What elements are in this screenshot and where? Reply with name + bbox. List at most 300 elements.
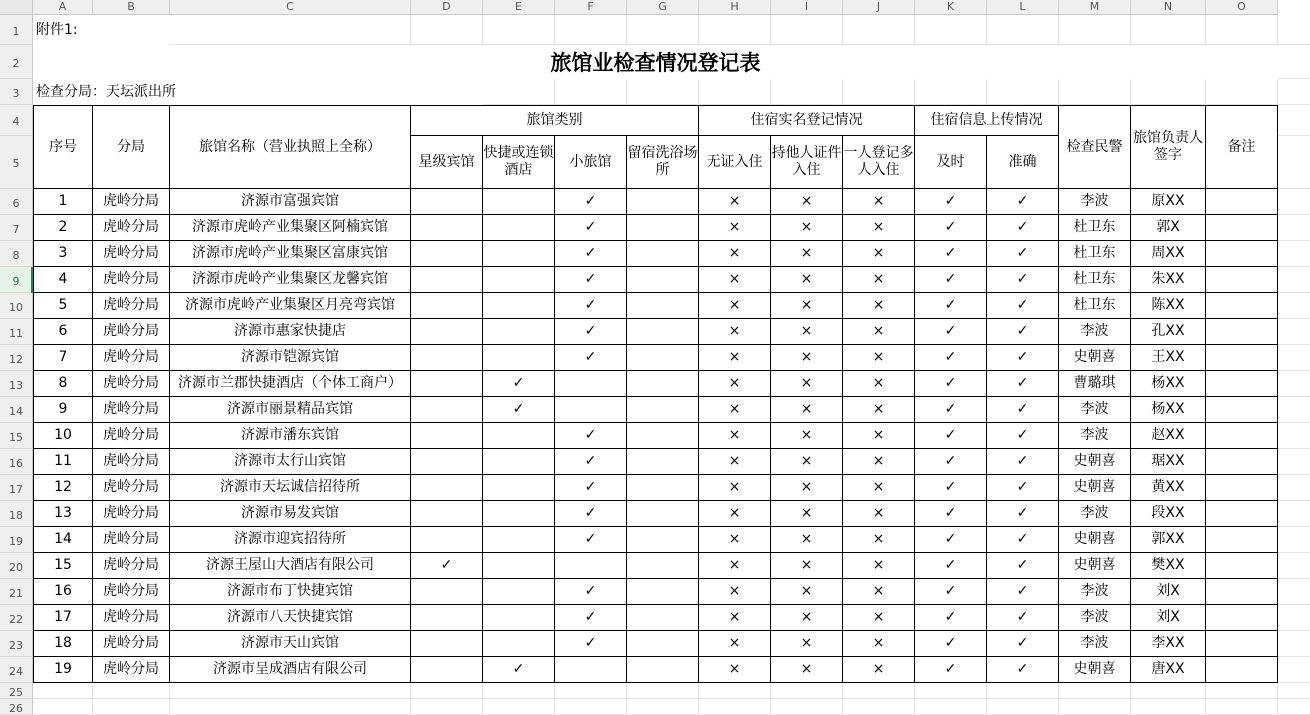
table-row-11-signer[interactable]: 琚XX [1131, 449, 1206, 475]
table-row-13-category-col-3[interactable] [411, 501, 483, 527]
table-row-15-category-col-4[interactable] [483, 553, 555, 579]
table-row-13-officer[interactable]: 李波 [1059, 501, 1131, 527]
row-header-4[interactable]: 4 [0, 105, 33, 136]
table-row-16-registration-col-9[interactable]: × [843, 579, 915, 605]
row-header-16[interactable]: 16 [0, 449, 33, 475]
row-header-22[interactable]: 22 [0, 605, 33, 631]
table-row-5-category-col-5[interactable]: ✓ [555, 293, 627, 319]
column-header-J[interactable]: J [843, 0, 915, 15]
table-row-1-upload-col-10[interactable]: ✓ [915, 189, 987, 215]
table-row-18-upload-col-10[interactable]: ✓ [915, 631, 987, 657]
header-hotel-category[interactable]: 旅馆类别 [411, 105, 699, 136]
table-row-13-upload-col-10[interactable]: ✓ [915, 501, 987, 527]
table-row-10-branch[interactable]: 虎岭分局 [93, 423, 170, 449]
table-row-16-hotel-name[interactable]: 济源市布丁快捷宾馆 [170, 579, 411, 605]
table-row-4-officer[interactable]: 杜卫东 [1059, 267, 1131, 293]
table-row-7-registration-col-7[interactable]: × [699, 345, 771, 371]
table-row-16-branch[interactable]: 虎岭分局 [93, 579, 170, 605]
table-row-12-registration-col-8[interactable]: × [771, 475, 843, 501]
table-row-10-registration-col-8[interactable]: × [771, 423, 843, 449]
row-header-25[interactable]: 25 [0, 683, 33, 699]
table-row-9-seq[interactable]: 9 [33, 397, 93, 423]
table-row-7-registration-col-9[interactable]: × [843, 345, 915, 371]
table-row-18-registration-col-7[interactable]: × [699, 631, 771, 657]
table-row-1-hotel-name[interactable]: 济源市富强宾馆 [170, 189, 411, 215]
table-row-10-seq[interactable]: 10 [33, 423, 93, 449]
table-row-19-hotel-name[interactable]: 济源市呈成酒店有限公司 [170, 657, 411, 683]
table-row-19-branch[interactable]: 虎岭分局 [93, 657, 170, 683]
table-row-14-category-col-6[interactable] [627, 527, 699, 553]
table-row-2-remark[interactable] [1206, 215, 1278, 241]
table-row-17-category-col-6[interactable] [627, 605, 699, 631]
table-row-14-category-col-4[interactable] [483, 527, 555, 553]
column-header-G[interactable]: G [627, 0, 699, 15]
table-row-17-upload-col-10[interactable]: ✓ [915, 605, 987, 631]
table-row-12-branch[interactable]: 虎岭分局 [93, 475, 170, 501]
table-row-2-registration-col-8[interactable]: × [771, 215, 843, 241]
table-row-3-registration-col-7[interactable]: × [699, 241, 771, 267]
table-row-9-registration-col-9[interactable]: × [843, 397, 915, 423]
table-row-14-category-col-5[interactable]: ✓ [555, 527, 627, 553]
table-row-3-category-col-5[interactable]: ✓ [555, 241, 627, 267]
table-row-11-registration-col-9[interactable]: × [843, 449, 915, 475]
table-row-6-officer[interactable]: 李波 [1059, 319, 1131, 345]
table-row-18-registration-col-9[interactable]: × [843, 631, 915, 657]
header-bath-place[interactable]: 留宿洗浴场所 [627, 136, 699, 189]
table-row-7-remark[interactable] [1206, 345, 1278, 371]
column-header-K[interactable]: K [915, 0, 987, 15]
table-row-12-registration-col-7[interactable]: × [699, 475, 771, 501]
header-info-upload[interactable]: 住宿信息上传情况 [915, 105, 1059, 136]
table-row-4-registration-col-9[interactable]: × [843, 267, 915, 293]
table-row-18-category-col-6[interactable] [627, 631, 699, 657]
table-row-2-category-col-3[interactable] [411, 215, 483, 241]
row-header-10[interactable]: 10 [0, 293, 33, 319]
column-header-H[interactable]: H [699, 0, 771, 15]
header-seq[interactable]: 序号 [33, 105, 93, 189]
table-row-15-remark[interactable] [1206, 553, 1278, 579]
table-row-11-remark[interactable] [1206, 449, 1278, 475]
column-header-A[interactable]: A [33, 0, 93, 15]
table-row-6-registration-col-8[interactable]: × [771, 319, 843, 345]
header-accurate[interactable]: 准确 [987, 136, 1059, 189]
table-row-14-hotel-name[interactable]: 济源市迎宾招待所 [170, 527, 411, 553]
table-row-5-category-col-6[interactable] [627, 293, 699, 319]
table-row-11-hotel-name[interactable]: 济源市太行山宾馆 [170, 449, 411, 475]
row-header-9[interactable]: 9 [0, 267, 33, 293]
table-row-12-remark[interactable] [1206, 475, 1278, 501]
table-row-10-category-col-4[interactable] [483, 423, 555, 449]
header-star-hotel[interactable]: 星级宾馆 [411, 136, 483, 189]
table-row-17-upload-col-11[interactable]: ✓ [987, 605, 1059, 631]
table-row-7-category-col-4[interactable] [483, 345, 555, 371]
table-row-7-signer[interactable]: 王XX [1131, 345, 1206, 371]
table-row-10-officer[interactable]: 李波 [1059, 423, 1131, 449]
table-row-15-registration-col-7[interactable]: × [699, 553, 771, 579]
table-row-2-branch[interactable]: 虎岭分局 [93, 215, 170, 241]
row-header-6[interactable]: 6 [0, 189, 33, 215]
table-row-3-upload-col-10[interactable]: ✓ [915, 241, 987, 267]
table-row-1-signer[interactable]: 原XX [1131, 189, 1206, 215]
table-row-7-branch[interactable]: 虎岭分局 [93, 345, 170, 371]
table-row-17-category-col-5[interactable]: ✓ [555, 605, 627, 631]
table-row-18-category-col-4[interactable] [483, 631, 555, 657]
table-row-2-category-col-6[interactable] [627, 215, 699, 241]
table-row-12-seq[interactable]: 12 [33, 475, 93, 501]
table-row-14-officer[interactable]: 史朝喜 [1059, 527, 1131, 553]
table-row-9-signer[interactable]: 杨XX [1131, 397, 1206, 423]
table-row-17-signer[interactable]: 刘X [1131, 605, 1206, 631]
table-row-6-upload-col-11[interactable]: ✓ [987, 319, 1059, 345]
table-row-14-category-col-3[interactable] [411, 527, 483, 553]
table-row-5-seq[interactable]: 5 [33, 293, 93, 319]
table-row-18-upload-col-11[interactable]: ✓ [987, 631, 1059, 657]
table-row-14-signer[interactable]: 郭XX [1131, 527, 1206, 553]
table-row-7-category-col-3[interactable] [411, 345, 483, 371]
table-row-17-registration-col-8[interactable]: × [771, 605, 843, 631]
table-row-9-upload-col-11[interactable]: ✓ [987, 397, 1059, 423]
table-row-13-category-col-6[interactable] [627, 501, 699, 527]
table-row-8-category-col-5[interactable] [555, 371, 627, 397]
table-row-8-seq[interactable]: 8 [33, 371, 93, 397]
table-row-8-upload-col-11[interactable]: ✓ [987, 371, 1059, 397]
table-row-2-seq[interactable]: 2 [33, 215, 93, 241]
table-row-9-registration-col-7[interactable]: × [699, 397, 771, 423]
table-row-13-category-col-5[interactable]: ✓ [555, 501, 627, 527]
table-row-12-category-col-4[interactable] [483, 475, 555, 501]
row-header-21[interactable]: 21 [0, 579, 33, 605]
column-header-O[interactable]: O [1206, 0, 1278, 15]
table-row-1-officer[interactable]: 李波 [1059, 189, 1131, 215]
table-row-11-category-col-4[interactable] [483, 449, 555, 475]
table-row-5-remark[interactable] [1206, 293, 1278, 319]
table-row-11-registration-col-8[interactable]: × [771, 449, 843, 475]
table-row-19-officer[interactable]: 史朝喜 [1059, 657, 1131, 683]
table-row-3-category-col-4[interactable] [483, 241, 555, 267]
table-row-2-category-col-5[interactable]: ✓ [555, 215, 627, 241]
table-row-7-officer[interactable]: 史朝喜 [1059, 345, 1131, 371]
table-row-1-branch[interactable]: 虎岭分局 [93, 189, 170, 215]
table-row-2-category-col-4[interactable] [483, 215, 555, 241]
table-row-17-category-col-4[interactable] [483, 605, 555, 631]
table-row-1-registration-col-9[interactable]: × [843, 189, 915, 215]
table-row-10-registration-col-9[interactable]: × [843, 423, 915, 449]
table-row-1-category-col-6[interactable] [627, 189, 699, 215]
table-row-5-hotel-name[interactable]: 济源市虎岭产业集聚区月亮弯宾馆 [170, 293, 411, 319]
table-row-3-remark[interactable] [1206, 241, 1278, 267]
table-row-15-upload-col-11[interactable]: ✓ [987, 553, 1059, 579]
table-row-13-hotel-name[interactable]: 济源市易发宾馆 [170, 501, 411, 527]
table-row-14-registration-col-8[interactable]: × [771, 527, 843, 553]
table-row-15-branch[interactable]: 虎岭分局 [93, 553, 170, 579]
table-row-10-upload-col-11[interactable]: ✓ [987, 423, 1059, 449]
table-row-18-remark[interactable] [1206, 631, 1278, 657]
table-row-3-hotel-name[interactable]: 济源市虎岭产业集聚区富康宾馆 [170, 241, 411, 267]
table-row-9-hotel-name[interactable]: 济源市丽景精品宾馆 [170, 397, 411, 423]
table-row-1-category-col-3[interactable] [411, 189, 483, 215]
row-header-15[interactable]: 15 [0, 423, 33, 449]
row-header-12[interactable]: 12 [0, 345, 33, 371]
header-chain-hotel[interactable]: 快捷或连锁酒店 [483, 136, 555, 189]
table-row-4-remark[interactable] [1206, 267, 1278, 293]
table-row-4-category-col-4[interactable] [483, 267, 555, 293]
table-row-9-officer[interactable]: 李波 [1059, 397, 1131, 423]
table-row-10-upload-col-10[interactable]: ✓ [915, 423, 987, 449]
table-row-5-registration-col-7[interactable]: × [699, 293, 771, 319]
column-header-C[interactable]: C [170, 0, 411, 15]
table-row-1-remark[interactable] [1206, 189, 1278, 215]
row-header-14[interactable]: 14 [0, 397, 33, 423]
table-row-2-upload-col-11[interactable]: ✓ [987, 215, 1059, 241]
table-row-8-registration-col-8[interactable]: × [771, 371, 843, 397]
table-row-18-officer[interactable]: 李波 [1059, 631, 1131, 657]
table-row-6-branch[interactable]: 虎岭分局 [93, 319, 170, 345]
table-row-3-category-col-3[interactable] [411, 241, 483, 267]
table-row-8-category-col-4[interactable]: ✓ [483, 371, 555, 397]
table-row-7-hotel-name[interactable]: 济源市铠源宾馆 [170, 345, 411, 371]
table-row-13-registration-col-8[interactable]: × [771, 501, 843, 527]
table-row-17-officer[interactable]: 李波 [1059, 605, 1131, 631]
table-row-8-hotel-name[interactable]: 济源市兰郡快捷酒店（个体工商户） [170, 371, 411, 397]
table-row-10-category-col-6[interactable] [627, 423, 699, 449]
table-row-10-category-col-3[interactable] [411, 423, 483, 449]
table-row-7-upload-col-11[interactable]: ✓ [987, 345, 1059, 371]
table-row-3-category-col-6[interactable] [627, 241, 699, 267]
table-row-14-branch[interactable]: 虎岭分局 [93, 527, 170, 553]
header-realname-registration[interactable]: 住宿实名登记情况 [699, 105, 915, 136]
table-row-15-officer[interactable]: 史朝喜 [1059, 553, 1131, 579]
table-row-6-registration-col-9[interactable]: × [843, 319, 915, 345]
table-row-6-signer[interactable]: 孔XX [1131, 319, 1206, 345]
table-row-15-hotel-name[interactable]: 济源王屋山大酒店有限公司 [170, 553, 411, 579]
table-row-9-branch[interactable]: 虎岭分局 [93, 397, 170, 423]
table-row-14-registration-col-7[interactable]: × [699, 527, 771, 553]
table-row-6-remark[interactable] [1206, 319, 1278, 345]
table-row-17-branch[interactable]: 虎岭分局 [93, 605, 170, 631]
table-row-6-category-col-3[interactable] [411, 319, 483, 345]
table-row-4-category-col-3[interactable] [411, 267, 483, 293]
table-row-3-branch[interactable]: 虎岭分局 [93, 241, 170, 267]
header-branch[interactable]: 分局 [93, 105, 170, 189]
table-row-12-category-col-6[interactable] [627, 475, 699, 501]
table-row-15-category-col-5[interactable] [555, 553, 627, 579]
table-row-13-upload-col-11[interactable]: ✓ [987, 501, 1059, 527]
table-row-6-hotel-name[interactable]: 济源市惠家快捷店 [170, 319, 411, 345]
table-row-11-category-col-6[interactable] [627, 449, 699, 475]
table-row-4-category-col-5[interactable]: ✓ [555, 267, 627, 293]
row-header-18[interactable]: 18 [0, 501, 33, 527]
table-row-5-registration-col-9[interactable]: × [843, 293, 915, 319]
table-row-2-registration-col-9[interactable]: × [843, 215, 915, 241]
table-row-8-registration-col-9[interactable]: × [843, 371, 915, 397]
table-row-16-upload-col-10[interactable]: ✓ [915, 579, 987, 605]
table-row-19-registration-col-9[interactable]: × [843, 657, 915, 683]
table-row-8-category-col-6[interactable] [627, 371, 699, 397]
table-row-17-remark[interactable] [1206, 605, 1278, 631]
column-header-M[interactable]: M [1059, 0, 1131, 15]
table-row-3-seq[interactable]: 3 [33, 241, 93, 267]
table-row-15-category-col-6[interactable] [627, 553, 699, 579]
header-inspecting-officer[interactable]: 检查民警 [1059, 105, 1131, 189]
table-row-12-registration-col-9[interactable]: × [843, 475, 915, 501]
row-header-19[interactable]: 19 [0, 527, 33, 553]
table-row-11-seq[interactable]: 11 [33, 449, 93, 475]
table-row-15-seq[interactable]: 15 [33, 553, 93, 579]
table-row-8-officer[interactable]: 曹璐琪 [1059, 371, 1131, 397]
table-row-16-category-col-4[interactable] [483, 579, 555, 605]
table-row-5-category-col-3[interactable] [411, 293, 483, 319]
table-row-4-registration-col-7[interactable]: × [699, 267, 771, 293]
table-row-18-branch[interactable]: 虎岭分局 [93, 631, 170, 657]
table-row-4-upload-col-10[interactable]: ✓ [915, 267, 987, 293]
table-row-3-signer[interactable]: 周XX [1131, 241, 1206, 267]
table-row-19-upload-col-10[interactable]: ✓ [915, 657, 987, 683]
header-others-id[interactable]: 持他人证件入住 [771, 136, 843, 189]
table-row-8-category-col-3[interactable] [411, 371, 483, 397]
table-row-17-registration-col-9[interactable]: × [843, 605, 915, 631]
table-row-4-seq[interactable]: 4 [33, 267, 93, 293]
row-header-26[interactable]: 26 [0, 699, 33, 715]
row-header-11[interactable]: 11 [0, 319, 33, 345]
table-row-15-signer[interactable]: 樊XX [1131, 553, 1206, 579]
table-row-12-upload-col-11[interactable]: ✓ [987, 475, 1059, 501]
table-row-19-category-col-4[interactable]: ✓ [483, 657, 555, 683]
table-row-11-branch[interactable]: 虎岭分局 [93, 449, 170, 475]
table-row-7-upload-col-10[interactable]: ✓ [915, 345, 987, 371]
table-row-16-remark[interactable] [1206, 579, 1278, 605]
table-row-9-registration-col-8[interactable]: × [771, 397, 843, 423]
table-row-8-upload-col-10[interactable]: ✓ [915, 371, 987, 397]
table-row-4-category-col-6[interactable] [627, 267, 699, 293]
table-row-5-upload-col-10[interactable]: ✓ [915, 293, 987, 319]
table-row-18-signer[interactable]: 李XX [1131, 631, 1206, 657]
table-row-16-upload-col-11[interactable]: ✓ [987, 579, 1059, 605]
table-row-7-seq[interactable]: 7 [33, 345, 93, 371]
table-row-16-category-col-6[interactable] [627, 579, 699, 605]
attachment-label[interactable]: 附件1: [33, 15, 170, 45]
table-row-16-signer[interactable]: 刘X [1131, 579, 1206, 605]
table-row-2-signer[interactable]: 郭X [1131, 215, 1206, 241]
table-row-9-remark[interactable] [1206, 397, 1278, 423]
row-header-5[interactable]: 5 [0, 136, 33, 189]
table-row-14-registration-col-9[interactable]: × [843, 527, 915, 553]
table-row-16-registration-col-7[interactable]: × [699, 579, 771, 605]
table-row-19-signer[interactable]: 唐XX [1131, 657, 1206, 683]
row-header-7[interactable]: 7 [0, 215, 33, 241]
table-row-13-category-col-4[interactable] [483, 501, 555, 527]
column-header-F[interactable]: F [555, 0, 627, 15]
table-row-15-upload-col-10[interactable]: ✓ [915, 553, 987, 579]
table-row-9-category-col-6[interactable] [627, 397, 699, 423]
table-row-10-hotel-name[interactable]: 济源市潘东宾馆 [170, 423, 411, 449]
table-row-8-signer[interactable]: 杨XX [1131, 371, 1206, 397]
sheet-title[interactable]: 旅馆业检查情况登记表 [33, 45, 1278, 79]
table-row-5-registration-col-8[interactable]: × [771, 293, 843, 319]
table-row-18-hotel-name[interactable]: 济源市天山宾馆 [170, 631, 411, 657]
table-row-5-category-col-4[interactable] [483, 293, 555, 319]
table-row-19-remark[interactable] [1206, 657, 1278, 683]
table-row-11-category-col-3[interactable] [411, 449, 483, 475]
table-row-12-hotel-name[interactable]: 济源市天坛诚信招待所 [170, 475, 411, 501]
table-row-16-registration-col-8[interactable]: × [771, 579, 843, 605]
header-hotel-signer[interactable]: 旅馆负责人签字 [1131, 105, 1206, 189]
header-remark[interactable]: 备注 [1206, 105, 1278, 189]
column-header-B[interactable]: B [93, 0, 170, 15]
table-row-13-remark[interactable] [1206, 501, 1278, 527]
table-row-1-category-col-5[interactable]: ✓ [555, 189, 627, 215]
column-header-N[interactable]: N [1131, 0, 1206, 15]
row-header-2[interactable]: 2 [0, 45, 33, 79]
header-timely[interactable]: 及时 [915, 136, 987, 189]
table-row-11-upload-col-11[interactable]: ✓ [987, 449, 1059, 475]
table-row-2-hotel-name[interactable]: 济源市虎岭产业集聚区阿楠宾馆 [170, 215, 411, 241]
table-row-4-signer[interactable]: 朱XX [1131, 267, 1206, 293]
table-row-2-officer[interactable]: 杜卫东 [1059, 215, 1131, 241]
select-all-corner[interactable] [0, 0, 33, 15]
table-row-9-category-col-3[interactable] [411, 397, 483, 423]
table-row-4-registration-col-8[interactable]: × [771, 267, 843, 293]
table-row-13-signer[interactable]: 段XX [1131, 501, 1206, 527]
header-small-hotel[interactable]: 小旅馆 [555, 136, 627, 189]
table-row-17-category-col-3[interactable] [411, 605, 483, 631]
table-row-13-branch[interactable]: 虎岭分局 [93, 501, 170, 527]
table-row-7-category-col-6[interactable] [627, 345, 699, 371]
row-header-17[interactable]: 17 [0, 475, 33, 501]
table-row-4-branch[interactable]: 虎岭分局 [93, 267, 170, 293]
table-row-16-seq[interactable]: 16 [33, 579, 93, 605]
table-row-19-category-col-5[interactable] [555, 657, 627, 683]
row-header-1[interactable]: 1 [0, 15, 33, 45]
table-row-16-category-col-3[interactable] [411, 579, 483, 605]
table-row-3-registration-col-9[interactable]: × [843, 241, 915, 267]
header-hotel-name[interactable]: 旅馆名称（营业执照上全称） [170, 105, 411, 189]
inspection-branch-label[interactable]: 检查分局：天坛派出所 [33, 79, 483, 105]
table-row-6-category-col-6[interactable] [627, 319, 699, 345]
table-row-5-officer[interactable]: 杜卫东 [1059, 293, 1131, 319]
table-row-1-registration-col-7[interactable]: × [699, 189, 771, 215]
header-no-id[interactable]: 无证入住 [699, 136, 771, 189]
table-row-3-registration-col-8[interactable]: × [771, 241, 843, 267]
table-row-9-upload-col-10[interactable]: ✓ [915, 397, 987, 423]
row-header-13[interactable]: 13 [0, 371, 33, 397]
table-row-7-registration-col-8[interactable]: × [771, 345, 843, 371]
table-row-11-upload-col-10[interactable]: ✓ [915, 449, 987, 475]
table-row-8-remark[interactable] [1206, 371, 1278, 397]
table-row-18-registration-col-8[interactable]: × [771, 631, 843, 657]
table-row-6-category-col-5[interactable]: ✓ [555, 319, 627, 345]
table-row-7-category-col-5[interactable]: ✓ [555, 345, 627, 371]
table-row-12-officer[interactable]: 史朝喜 [1059, 475, 1131, 501]
table-row-18-category-col-3[interactable] [411, 631, 483, 657]
table-row-11-officer[interactable]: 史朝喜 [1059, 449, 1131, 475]
table-row-12-category-col-5[interactable]: ✓ [555, 475, 627, 501]
table-row-2-registration-col-7[interactable]: × [699, 215, 771, 241]
table-row-17-seq[interactable]: 17 [33, 605, 93, 631]
row-header-3[interactable]: 3 [0, 79, 33, 105]
table-row-15-registration-col-8[interactable]: × [771, 553, 843, 579]
table-row-9-category-col-5[interactable] [555, 397, 627, 423]
table-row-18-category-col-5[interactable]: ✓ [555, 631, 627, 657]
table-row-19-category-col-3[interactable] [411, 657, 483, 683]
row-header-20[interactable]: 20 [0, 553, 33, 579]
table-row-12-upload-col-10[interactable]: ✓ [915, 475, 987, 501]
row-header-23[interactable]: 23 [0, 631, 33, 657]
table-row-17-hotel-name[interactable]: 济源市八天快捷宾馆 [170, 605, 411, 631]
row-header-24[interactable]: 24 [0, 657, 33, 683]
table-row-6-upload-col-10[interactable]: ✓ [915, 319, 987, 345]
table-row-18-seq[interactable]: 18 [33, 631, 93, 657]
table-row-15-category-col-3[interactable]: ✓ [411, 553, 483, 579]
